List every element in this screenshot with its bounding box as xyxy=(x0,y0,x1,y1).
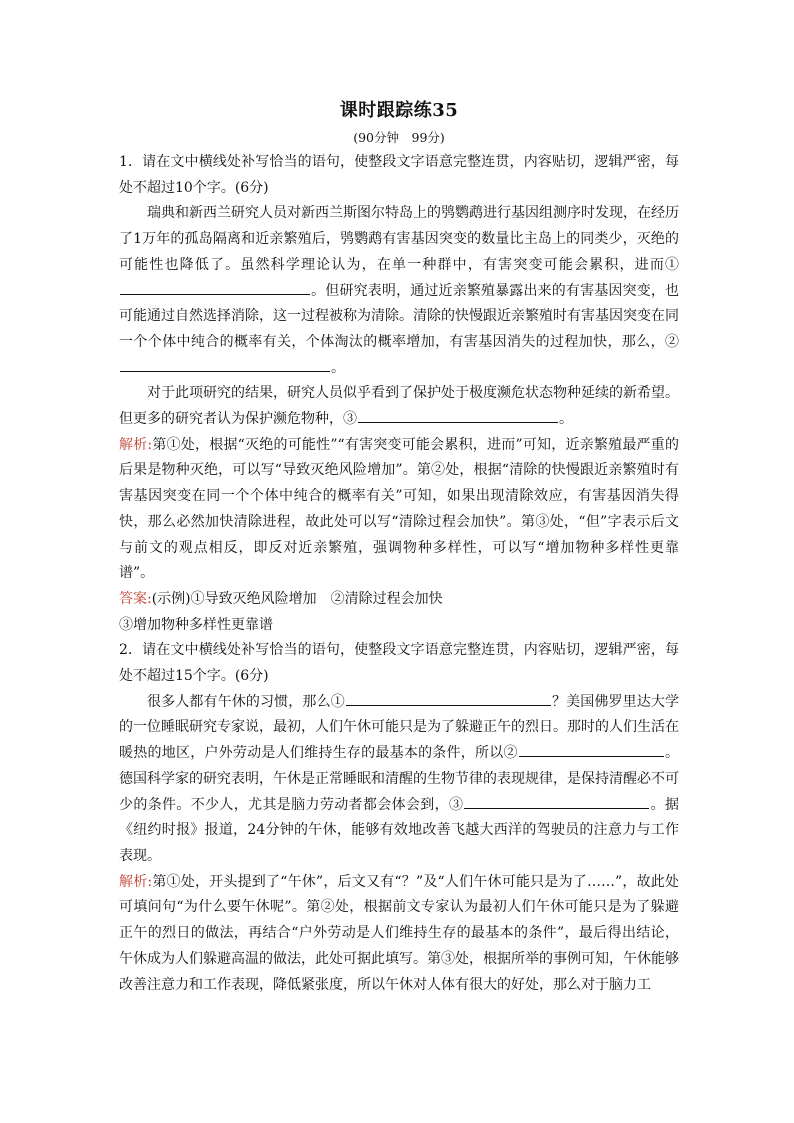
analysis-label: 解析: xyxy=(119,873,153,890)
blank-1[interactable] xyxy=(346,690,551,706)
document-page xyxy=(119,96,679,998)
blank-2[interactable] xyxy=(120,356,330,372)
passage-text: 。但研究表明，通过近亲繁殖暴露出来的有害基因突变，也可能通过自然选择消除，这一过程被称为清除。清除的快慢跟近亲繁殖时有害基因突变在同一个个体中纯合的概率有关，个体淘汰的概率增加，有害基因消失的过程加快，那么，② xyxy=(119,282,679,350)
analysis-text: 第①处，根据“灭绝的可能性”“有害突变可能会累积，进而”可知，近亲繁殖最严重的后果是物种灭绝，可以写“导致灭绝风险增加”。第②处，根据“清除的快慢跟近亲繁殖时有害基因突变在同一个个体中纯合的概率有关”可知，如果出现清除效应，有害基因消失得快，那么必然加快清除进程，故此处可以写“清除过程会加快”。第③处，“但”字表示后文与前文的观点相反，即反对近亲繁殖，强调物种多样性，可以写“增加物种多样性更靠谱”。 xyxy=(119,436,679,582)
passage-text: 。 xyxy=(331,359,345,376)
passage-text: ？美国佛罗里达大学的一位睡眠研究专家说，最初，人们午休可能只是为了躲避正午的烈日。那时的人们生活在暖热的地区，户外劳动是人们维持生存的最基本的条件，所以② xyxy=(119,693,680,762)
question-1-answer-cont: ③增加物种多样性更靠谱 xyxy=(119,616,273,633)
question-2-passage xyxy=(119,690,679,870)
question-2-prompt: 2．请在文中横线处补写恰当的语句，使整段文字语意完整连贯，内容贴切，逻辑严密，每处不超过15个字。(6分) xyxy=(119,642,679,685)
question-1-passage-a xyxy=(119,201,679,381)
passage-text: 瑞典和新西兰研究人员对新西兰斯图尔特岛上的鸮鹦鹉进行基因组测序时发现，在经历了1万年的孤岛隔离和近亲繁殖后，鸮鹦鹉有害基因突变的数量比主岛上的同类少，灭绝的可能性也降低了。虽然科学理论认为，在单一种群中，有害突变可能会累积，进而① xyxy=(119,205,679,273)
question-2-analysis xyxy=(119,870,679,999)
question-1-answer xyxy=(119,587,679,613)
blank-1[interactable] xyxy=(120,279,310,295)
time-score-info: (90分钟 99分) xyxy=(353,130,445,145)
passage-text: 。据《纽约时报》报道，24分钟的午休，能够有效地改善飞越大西洋的驾驶员的注意力与工作表现。 xyxy=(119,796,680,864)
page-title: 课时跟踪练35 xyxy=(339,100,459,121)
passage-text: 。德国科学家的研究表明，午休是正常睡眠和清醒的生物节律的表现规律，是保持清醒必不可少的条件。不少人，尤其是脑力劳动者都会体会到，③ xyxy=(119,745,680,813)
question-1-passage-b xyxy=(119,381,679,432)
blank-2[interactable] xyxy=(519,741,664,757)
answer-label: 答案: xyxy=(119,590,152,607)
analysis-label: 解析: xyxy=(119,436,153,453)
passage-text: 对于此项研究的结果，研究人员似乎看到了保护处于极度濒危状态物种延续的新希望。但更多的研究者认为保护濒危物种，③ xyxy=(119,385,679,428)
blank-3[interactable] xyxy=(464,793,649,809)
question-1-prompt: 1．请在文中横线处补写恰当的语句，使整段文字语意完整连贯，内容贴切，逻辑严密，每处不超过10个字。(6分) xyxy=(119,154,679,196)
blank-3[interactable] xyxy=(358,407,558,423)
passage-text: 。 xyxy=(559,411,573,428)
answer-text: (示例)①导致灭绝风险增加 ②清除过程会加快 xyxy=(151,590,443,607)
analysis-text: 第①处，开头提到了“午休”，后文又有“？”及“人们午休可能只是为了……”，故此处可填问句“为什么要午休呢”。第②处，根据前文专家认为最初人们午休可能只是为了躲避正午的烈日的做法，再结合“户外劳动是人们维持生存的最基本的条件”，最后得出结论，午休成为人们躲避高温的做法，此处可据此填写。第③处，根据所举的事例可知，午休能够改善注意力和工作表现，降低紧张度，所以午休对人体有很大的好处，那么对于脑力工 xyxy=(119,873,679,993)
passage-text: 很多人都有午休的习惯，那么① xyxy=(147,693,345,710)
question-1-analysis xyxy=(119,433,679,587)
